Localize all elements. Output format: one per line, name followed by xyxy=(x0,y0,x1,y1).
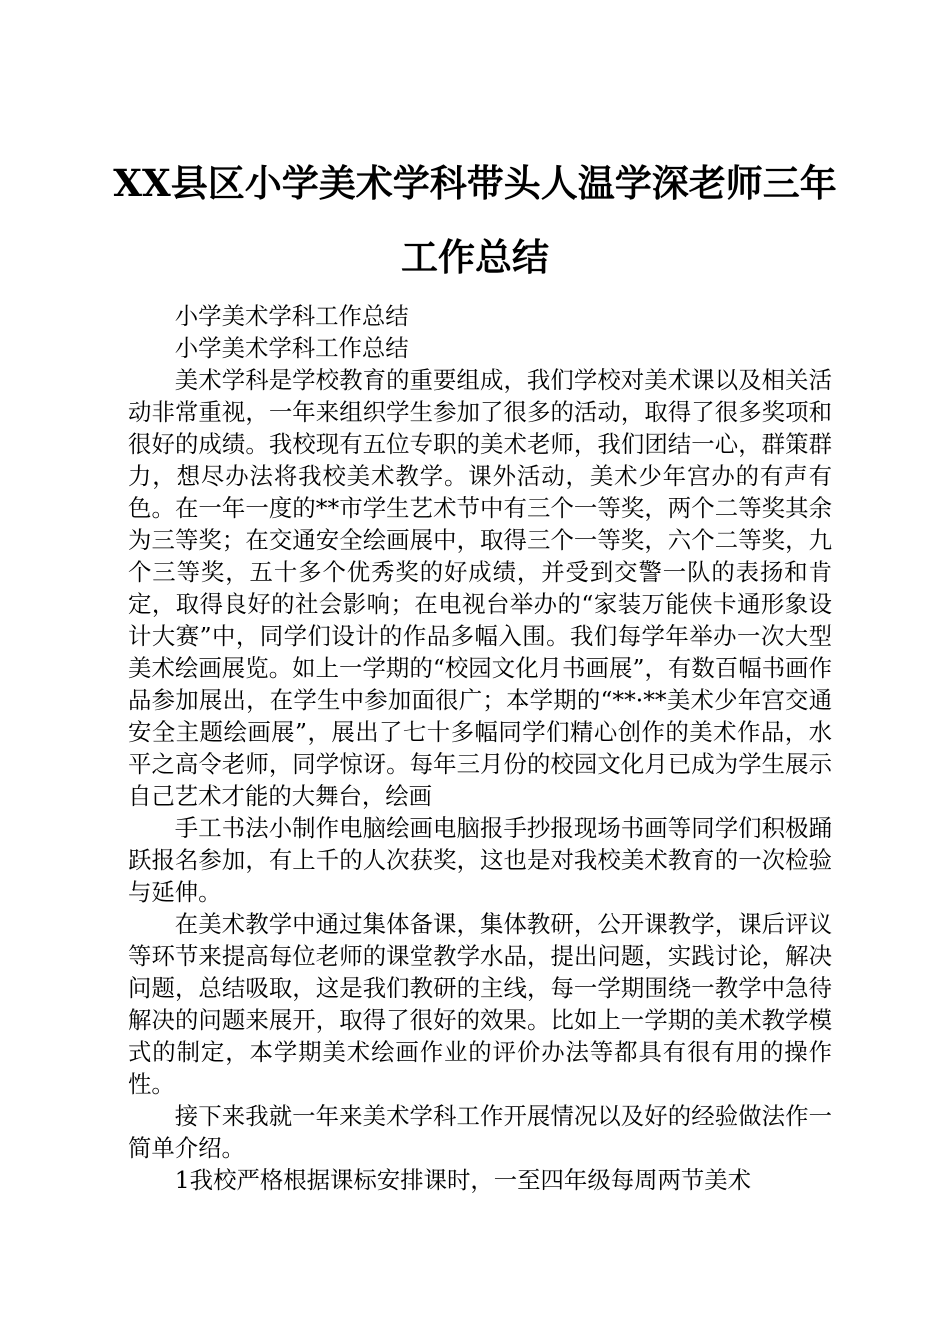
body-paragraph: 美术学科是学校教育的重要组成，我们学校对美术课以及相关活动非常重视，一年来组织学生参加了很多的活动，取得了很多奖项和很好的成绩。我校现有五位专职的美术老师，我们团结一心，群策群力，想尽办法将我校美术教学。课外活动，美术少年宫办的有声有色。在一年一度的**市学生艺术节中有三个一等奖，两个二等奖其余为三等奖；在交通安全绘画展中，取得三个一等奖，六个二等奖，九个三等奖，五十多个优秀奖的好成绩，并受到交警一队的表扬和肯定，取得良好的社会影响；在电视台举办的“家装万能侠卡通形象设计大赛”中，同学们设计的作品多幅入围。我们每学年举办一次大型美术绘画展览。如上一学期的“校园文化月书画展”，有数百幅书画作品参加展出，在学生中参加面很广；本学期的“**·**美术少年宫交通安全主题绘画展”，展出了七十多幅同学们精心创作的美术作品，水平之高令老师，同学惊讶。每年三月份的校园文化月已成为学生展示自己艺术才能的大舞台，绘画 xyxy=(128,366,832,810)
subtitle-line: 小学美术学科工作总结 xyxy=(174,302,409,330)
document-title: XX县区小学美术学科带头人温学深老师三年工作总结 xyxy=(113,161,837,279)
body-paragraph: 手工书法小制作电脑绘画电脑报手抄报现场书画等同学们积极踊跃报名参加，有上千的人次获奖，这也是对我校美术教育的一次检验与延伸。 xyxy=(128,814,832,906)
document-body xyxy=(128,300,832,1196)
subtitle-line: 小学美术学科工作总结 xyxy=(174,334,409,362)
body-paragraph: 接下来我就一年来美术学科工作开展情况以及好的经验做法作一简单介绍。 xyxy=(128,1102,832,1162)
body-paragraph: 在美术教学中通过集体备课，集体教研，公开课教学，课后评议等环节来提高每位老师的课堂教学水品，提出问题，实践讨论，解决问题，总结吸取，这是我们教研的主线，每一学期围绕一教学中急待解决的问题来展开，取得了很好的效果。比如上一学期的美术教学模式的制定，本学期美术绘画作业的评价办法等都具有很有用的操作性。 xyxy=(128,910,832,1098)
body-paragraph: 1我校严格根据课标安排课时，一至四年级每周两节美术 xyxy=(174,1166,752,1194)
